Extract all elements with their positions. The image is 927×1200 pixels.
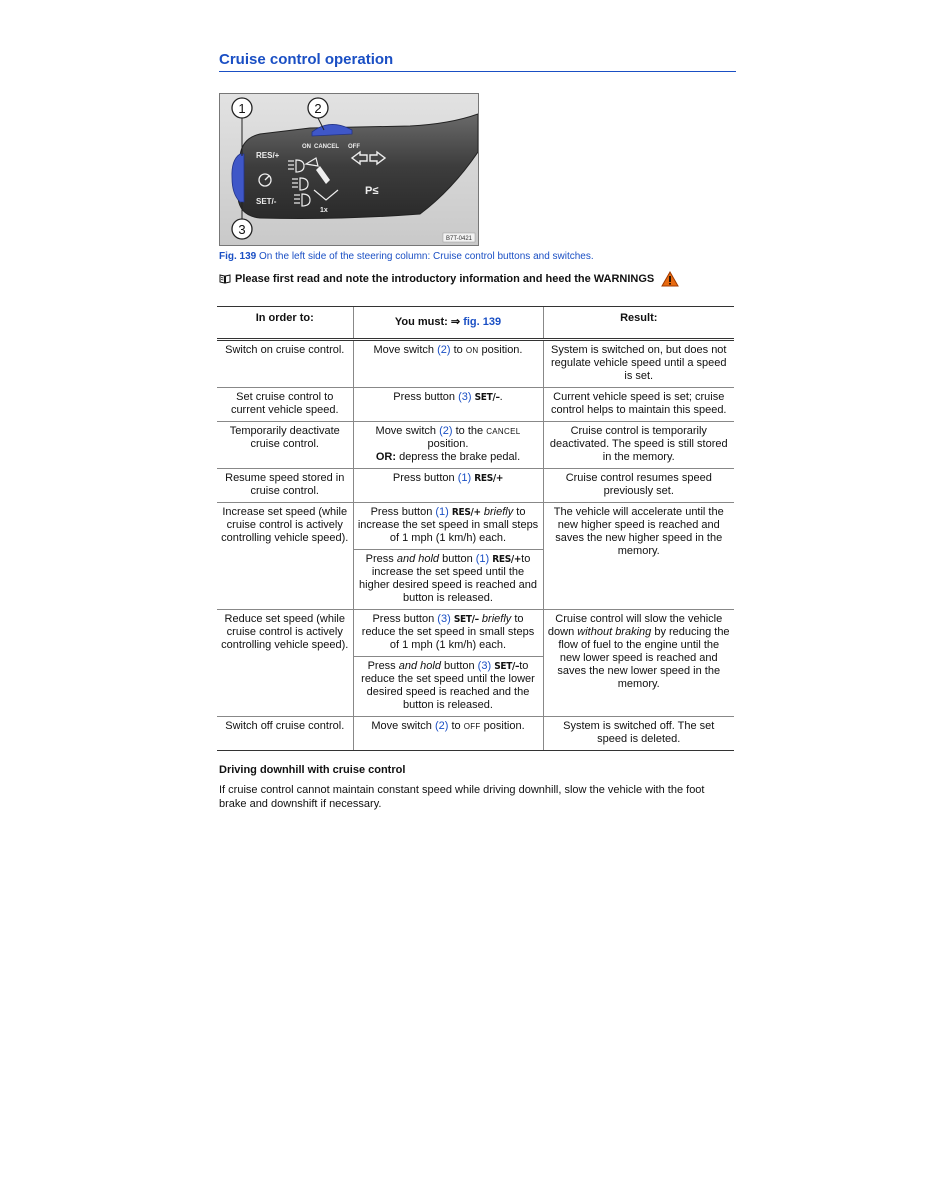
callout-ref-link[interactable]: (2)	[437, 344, 451, 356]
callout-ref-link[interactable]: (3)	[477, 660, 492, 672]
cell-what: Set cruise control to current vehicle speed.	[217, 388, 353, 422]
res-button-symbol: RES/+	[492, 554, 522, 565]
svg-text:1: 1	[238, 101, 246, 116]
cruise-control-table	[217, 306, 734, 751]
switch-label-on: ON	[302, 144, 311, 150]
cell-how: Move switch (2) to ON position.	[353, 340, 543, 388]
svg-text:3: 3	[238, 222, 246, 237]
res-button-symbol: RES/+	[451, 507, 481, 518]
cell-how: Press and hold button (1) RES/+to increase the set speed until the higher desired speed is reached and button is released.	[353, 550, 543, 610]
book-icon	[219, 274, 231, 284]
cell-result: System is switched off. The set speed is deleted.	[543, 717, 734, 751]
header-you-must-text: You must: ⇒	[394, 316, 461, 328]
cell-result: Cruise control will slow the vehicle down without braking by reducing the flow of fuel to the engine until the new lower speed is reached and saves the new lower speed in the memory.	[543, 610, 734, 717]
parking-light-symbol: P≤	[365, 185, 379, 197]
intro-text: Please first read and note the introductory information and heed the WARNINGS	[235, 273, 655, 285]
figure-caption-text: On the left side of the steering column: Cruise control buttons and switches.	[259, 251, 594, 262]
callout-ref-link[interactable]: (1)	[435, 506, 449, 518]
figure-caption-label: Fig. 139	[219, 251, 257, 262]
cell-what: Increase set speed (while cruise control is actively controlling vehicle speed).	[217, 503, 353, 610]
intro-note	[219, 271, 739, 287]
set-button-symbol: SET/–	[494, 661, 520, 672]
cell-how: Press and hold button (3) SET/–to reduce the set speed until the lower desired speed is reached and the button is released.	[353, 657, 543, 717]
set-button-symbol: SET/–	[453, 614, 479, 625]
res-button-symbol: RES/+	[474, 473, 504, 484]
switch-label-off: OFF	[348, 144, 360, 150]
header-in-order-to: In order to:	[217, 307, 353, 340]
callout-ref-link[interactable]: (2)	[434, 720, 449, 732]
fig-139-link[interactable]: fig. 139	[463, 316, 502, 328]
cell-how: Move switch (2) to OFF position.	[353, 717, 543, 751]
callout-ref-link[interactable]: (3)	[458, 391, 472, 403]
cell-result: Cruise control is temporarily deactivated. The speed is still stored in the memory.	[543, 422, 734, 469]
cell-result: Cruise control resumes speed previously set.	[543, 469, 734, 503]
callout-ref-link[interactable]: (1)	[475, 553, 490, 565]
cell-what: Switch on cruise control.	[217, 340, 353, 388]
callout-ref-link[interactable]: (1)	[457, 472, 472, 484]
figure-caption	[219, 251, 739, 262]
set-label: SET/-	[256, 197, 277, 206]
table-row	[217, 503, 734, 550]
cell-what: Resume speed stored in cruise control.	[217, 469, 353, 503]
cruise-control-lever-illustration	[220, 94, 478, 245]
cell-result: System is switched on, but does not regulate vehicle speed until a speed is set.	[543, 340, 734, 388]
figure-code: B7T-0421	[445, 236, 473, 242]
callout-ref-link[interactable]: (3)	[437, 613, 451, 625]
table-row	[217, 388, 734, 422]
page-title: Cruise control operation	[219, 51, 736, 72]
cell-what: Switch off cruise control.	[217, 717, 353, 751]
cell-result: Current vehicle speed is set; cruise control helps to maintain this speed.	[543, 388, 734, 422]
cell-what: Reduce set speed (while cruise control is actively controlling vehicle speed).	[217, 610, 353, 717]
table-row	[217, 422, 734, 469]
cell-how: Press button (1) RES/+ briefly to increase the set speed in small steps of 1 mph (1 km/h) each.	[353, 503, 543, 550]
table-row	[217, 610, 734, 657]
cell-how: Press button (1) RES/+	[353, 469, 543, 503]
table-header-row	[217, 307, 734, 340]
cell-how: Move switch (2) to the CANCEL position. OR: depress the brake pedal.	[353, 422, 543, 469]
steering-column-figure	[219, 93, 479, 246]
warning-triangle-icon[interactable]	[661, 271, 679, 287]
svg-text:2: 2	[314, 101, 322, 116]
cell-how: Press button (3) SET/– briefly to reduce the set speed in small steps of 1 mph (1 km/h) each.	[353, 610, 543, 657]
section-paragraph: If cruise control cannot maintain constant speed while driving downhill, slow the vehicle with the foot brake and downshift if necessary.	[219, 784, 705, 810]
cell-result: The vehicle will accelerate until the new higher speed is reached and saves the new higher speed in the memory.	[543, 503, 734, 610]
res-label: RES/+	[256, 151, 280, 160]
header-you-must	[353, 307, 543, 340]
section-heading: Driving downhill with cruise control	[219, 764, 406, 776]
table-row	[217, 340, 734, 388]
cell-what: Temporarily deactivate cruise control.	[217, 422, 353, 469]
header-result: Result:	[543, 307, 734, 340]
callout-ref-link[interactable]: (2)	[439, 425, 453, 437]
table-row	[217, 469, 734, 503]
switch-label-cancel: CANCEL	[314, 144, 339, 150]
table-row	[217, 717, 734, 751]
flash-1x-label: 1x	[320, 207, 328, 214]
cell-how: Press button (3) SET/–.	[353, 388, 543, 422]
set-button-symbol: SET/–	[474, 392, 500, 403]
